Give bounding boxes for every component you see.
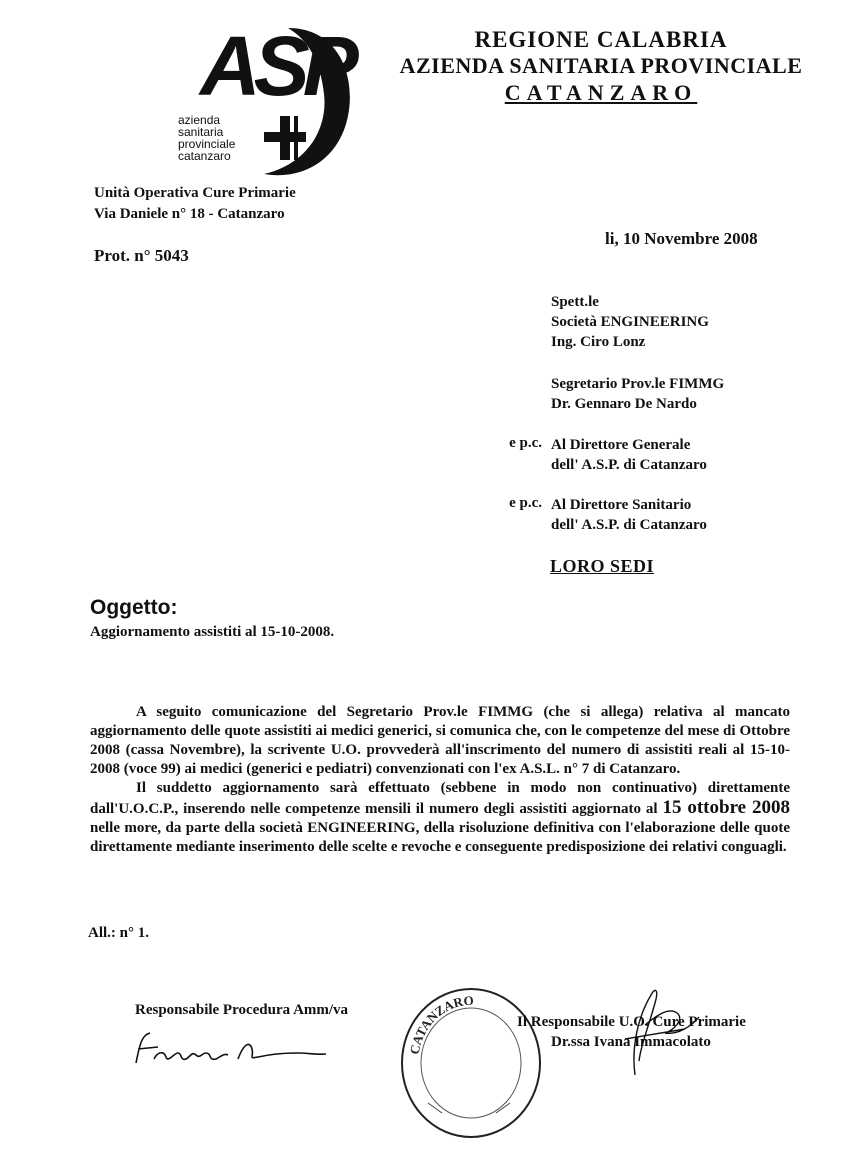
cc-label: e p.c. <box>509 435 542 451</box>
loro-sedi: LORO SEDI <box>550 556 655 576</box>
logo-sub-line: catanzaro <box>178 149 231 163</box>
recipient-line: Al Direttore Generale <box>551 437 691 453</box>
subject-title: Oggetto: <box>90 596 178 619</box>
protocol-number: Prot. n° 5043 <box>94 246 189 265</box>
recipient-line: Ing. Ciro Lonz <box>551 334 646 350</box>
city-name: CATANZARO <box>504 80 698 105</box>
logo-sub-line: sanitaria <box>178 125 224 139</box>
recipient-line: Dr. Gennaro De Nardo <box>551 396 697 412</box>
attachments-count: All.: n° 1. <box>88 925 150 941</box>
body-paragraph <box>90 779 790 857</box>
right-signatory-name: Dr.ssa Ivana Immacolato <box>551 1034 711 1050</box>
agency-name: AZIENDA SANITARIA PROVINCIALE <box>399 53 803 78</box>
highlighted-date: 15 ottobre 2008 <box>662 797 790 818</box>
handwritten-signature-left <box>128 1023 338 1073</box>
body-text-part: Il suddetto aggiornamento sarà effettuato (sebbene in modo non continuativo) direttamente dall'U.O.C.P., inserendo nelle competenze mensili il numero degli assistiti aggiornato al <box>90 780 790 817</box>
recipient-line: dell' A.S.P. di Catanzaro <box>551 517 707 533</box>
subject-text: Aggiornamento assistiti al 15-10-2008. <box>90 624 335 640</box>
letterhead <box>388 26 814 107</box>
right-signatory-title: Il Responsabile U.O. Cure Primarie <box>517 1014 746 1030</box>
sender-unit <box>94 183 296 225</box>
cc-label: e p.c. <box>509 495 542 511</box>
body-paragraph: A seguito comunicazione del Segretario Prov.le FIMMG (che si allega) relativa al mancato aggiornamento delle quote assistiti ai medici generici, si comunica che, con le competenze del mese di Ottobre 2008 (cassa Novembre), la scrivente U.O. provvederà all'inscrimento del numero di assistiti reali al 15-10-2008 (voce 99) ai medici (generici e pediatri) convenzionati con l'ex A.S.L. n° 7 di Catanzaro. <box>90 704 790 777</box>
stamp-text: CATANZARO <box>406 992 475 1056</box>
letter-body <box>90 703 790 857</box>
letter-date: li, 10 Novembre 2008 <box>605 229 758 248</box>
recipient-block <box>551 374 724 414</box>
unit-address: Via Daniele n° 18 - Catanzaro <box>94 206 285 222</box>
recipient-line: Società ENGINEERING <box>551 314 709 330</box>
unit-name: Unità Operativa Cure Primarie <box>94 185 296 201</box>
official-stamp <box>398 985 544 1141</box>
recipient-block <box>551 435 707 475</box>
recipient-block <box>551 495 707 535</box>
logo-letters: ASP <box>200 19 352 113</box>
asp-logo <box>168 19 358 184</box>
logo-sub-line: provinciale <box>178 137 236 151</box>
left-signatory-title: Responsabile Procedura Amm/va <box>135 1002 349 1018</box>
recipient-line: Segretario Prov.le FIMMG <box>551 376 725 392</box>
logo-sub-line: azienda <box>178 113 221 127</box>
logo-subtitle <box>178 114 258 162</box>
recipient-line: Spett.le <box>551 294 599 310</box>
region-name: REGIONE CALABRIA <box>474 27 728 52</box>
recipient-block <box>551 292 709 352</box>
handwritten-signature-right <box>595 975 705 1085</box>
body-text-part: nelle more, da parte della società ENGINEERING, della risoluzione definitiva con l'elaborazione delle quote direttamente mediante inserimento delle scelte e revoche e conseguente predisposizione dei relativi conguagli. <box>90 820 790 855</box>
recipient-line: dell' A.S.P. di Catanzaro <box>551 457 707 473</box>
recipient-line: Al Direttore Sanitario <box>551 497 692 513</box>
